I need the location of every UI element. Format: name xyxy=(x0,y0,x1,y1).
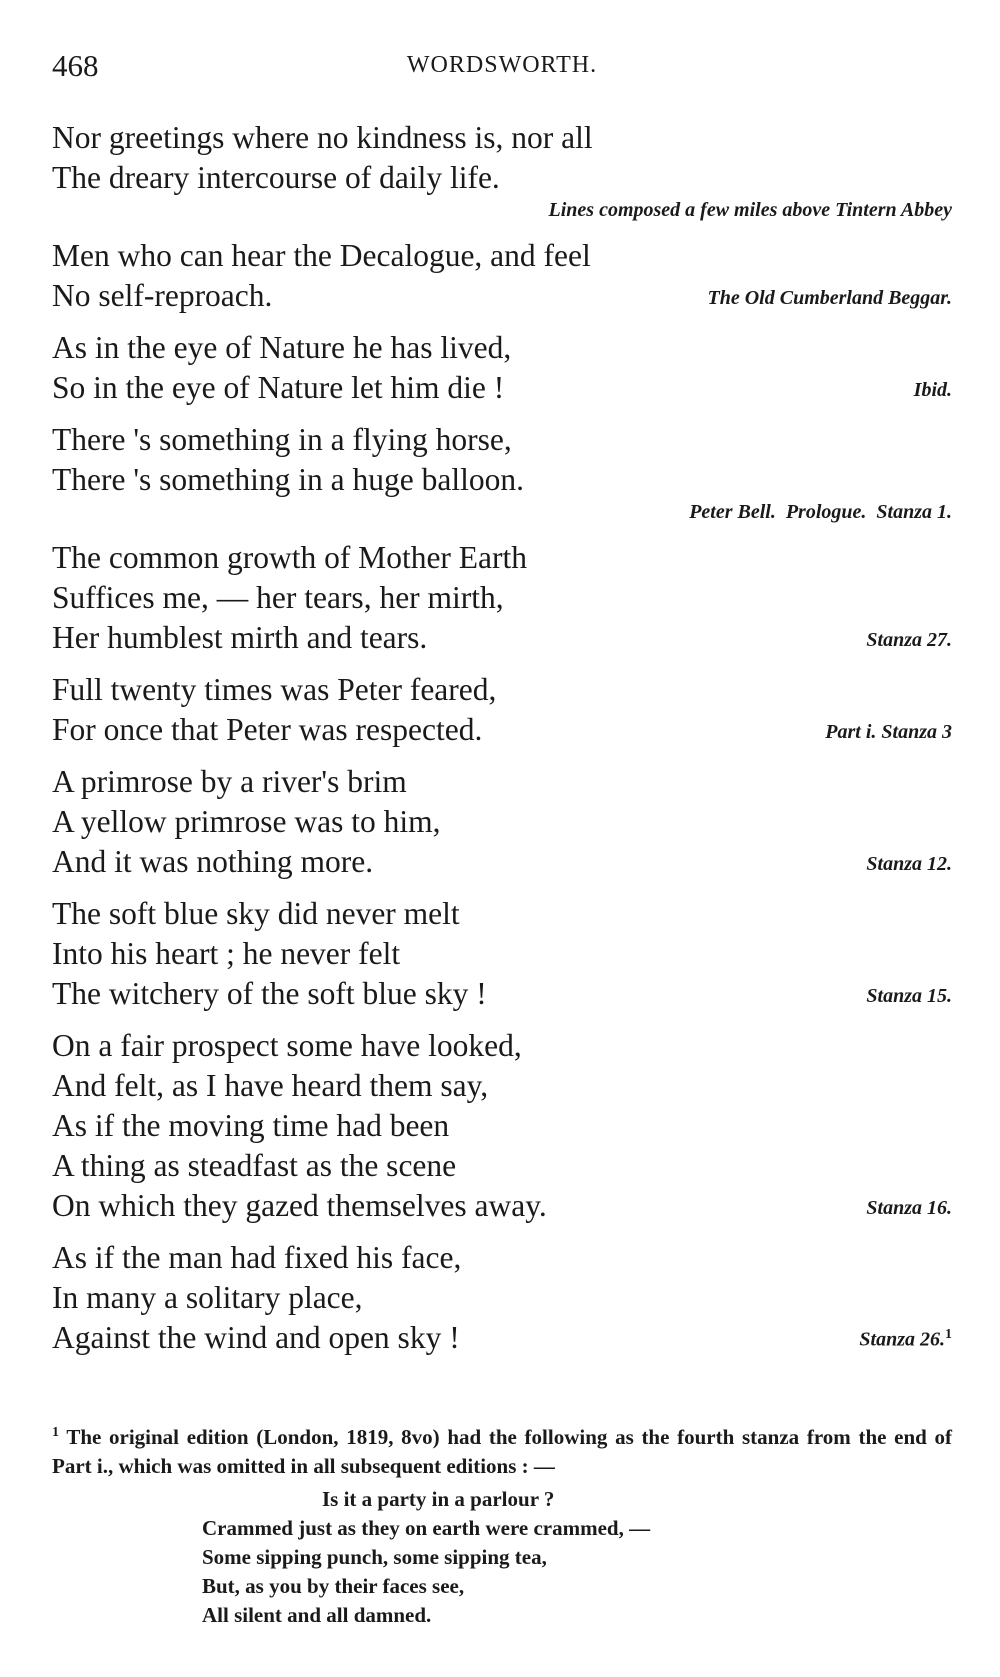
footnote-text xyxy=(52,1418,952,1481)
footnote-verse-line: All silent and all damned. xyxy=(202,1603,432,1627)
quote-citation: Part i. Stanza 3 xyxy=(825,721,952,743)
quote-citation: Stanza 15. xyxy=(866,985,952,1007)
quote-line: Against the wind and open sky ! xyxy=(52,1320,460,1355)
quote-citation: Stanza 12. xyxy=(866,853,952,875)
quote-citation: The Old Cumberland Beggar. xyxy=(707,287,952,309)
footnote-marker: 1 xyxy=(52,1425,59,1440)
quote xyxy=(52,762,952,882)
quote-line: The dreary intercourse of daily life. xyxy=(52,160,500,195)
quote xyxy=(52,118,952,224)
page-number: 468 xyxy=(52,48,99,83)
quote-citation: Stanza 16. xyxy=(866,1197,952,1219)
quote xyxy=(52,328,952,408)
quote-line: As if the man had fixed his face, xyxy=(52,1240,462,1275)
quote-citation: Lines composed a few miles above Tintern Abbey xyxy=(548,199,952,221)
quote-line: So in the eye of Nature let him die ! xyxy=(52,370,505,405)
quote-line: The soft blue sky did never melt xyxy=(52,896,460,931)
quote-citation: Peter Bell. Prologue. Stanza 1. xyxy=(689,501,952,523)
quote xyxy=(52,1238,952,1358)
quote-citation: Ibid. xyxy=(913,379,952,401)
quote-line: Into his heart ; he never felt xyxy=(52,936,401,971)
quote-line: Her humblest mirth and tears. xyxy=(52,620,428,655)
quote-citation: Stanza 27. xyxy=(866,629,952,651)
quote xyxy=(52,1026,952,1226)
quote-line: And it was nothing more. xyxy=(52,844,374,879)
quote-line: A primrose by a river's brim xyxy=(52,764,407,799)
footnote-verse xyxy=(52,1485,952,1630)
quote-line: On a fair prospect some have looked, xyxy=(52,1028,522,1063)
footnote-verse-line: Is it a party in a parlour ? xyxy=(322,1487,555,1511)
quote-line: As if the moving time had been xyxy=(52,1108,450,1143)
footnote xyxy=(52,1418,952,1630)
quote-line: Suffices me, — her tears, her mirth, xyxy=(52,580,504,615)
quote xyxy=(52,670,952,750)
running-title: WORDSWORTH. xyxy=(406,52,598,78)
footnote-reference: 1 xyxy=(945,1327,952,1343)
quote-line: In many a solitary place, xyxy=(52,1280,363,1315)
quote-line: Men who can hear the Decalogue, and feel xyxy=(52,238,591,273)
quotations xyxy=(52,118,952,1370)
quote-line: A yellow primrose was to him, xyxy=(52,804,441,839)
footnote-verse-line: Some sipping punch, some sipping tea, xyxy=(202,1545,547,1569)
quote-line: The witchery of the soft blue sky ! xyxy=(52,976,487,1011)
quote-line: No self-reproach. xyxy=(52,278,273,313)
footnote-body: The original edition (London, 1819, 8vo) had the following as the fourth stanza from the end of Part i., which was omitted in all subsequent editions : — xyxy=(52,1425,952,1478)
quote-citation xyxy=(859,1327,952,1352)
quote-line: A thing as steadfast as the scene xyxy=(52,1148,457,1183)
page-header xyxy=(52,48,952,88)
quote-line: Full twenty times was Peter feared, xyxy=(52,672,497,707)
quote-line: There 's something in a huge balloon. xyxy=(52,462,524,497)
quote xyxy=(52,538,952,658)
footnote-verse-line: But, as you by their faces see, xyxy=(202,1574,465,1598)
quote-line: As in the eye of Nature he has lived, xyxy=(52,330,512,365)
quote-line: On which they gazed themselves away. xyxy=(52,1188,547,1223)
quote xyxy=(52,894,952,1014)
quote-line: There 's something in a flying horse, xyxy=(52,422,512,457)
footnote-verse-line: Crammed just as they on earth were crammed, — xyxy=(202,1516,651,1540)
quote-citation-text: Stanza 26. xyxy=(859,1329,945,1351)
quote-line: Nor greetings where no kindness is, nor all xyxy=(52,120,593,155)
quote-line: The common growth of Mother Earth xyxy=(52,540,528,575)
quote-line: For once that Peter was respected. xyxy=(52,712,483,747)
quote xyxy=(52,420,952,526)
quote-line: And felt, as I have heard them say, xyxy=(52,1068,489,1103)
quote xyxy=(52,236,952,316)
